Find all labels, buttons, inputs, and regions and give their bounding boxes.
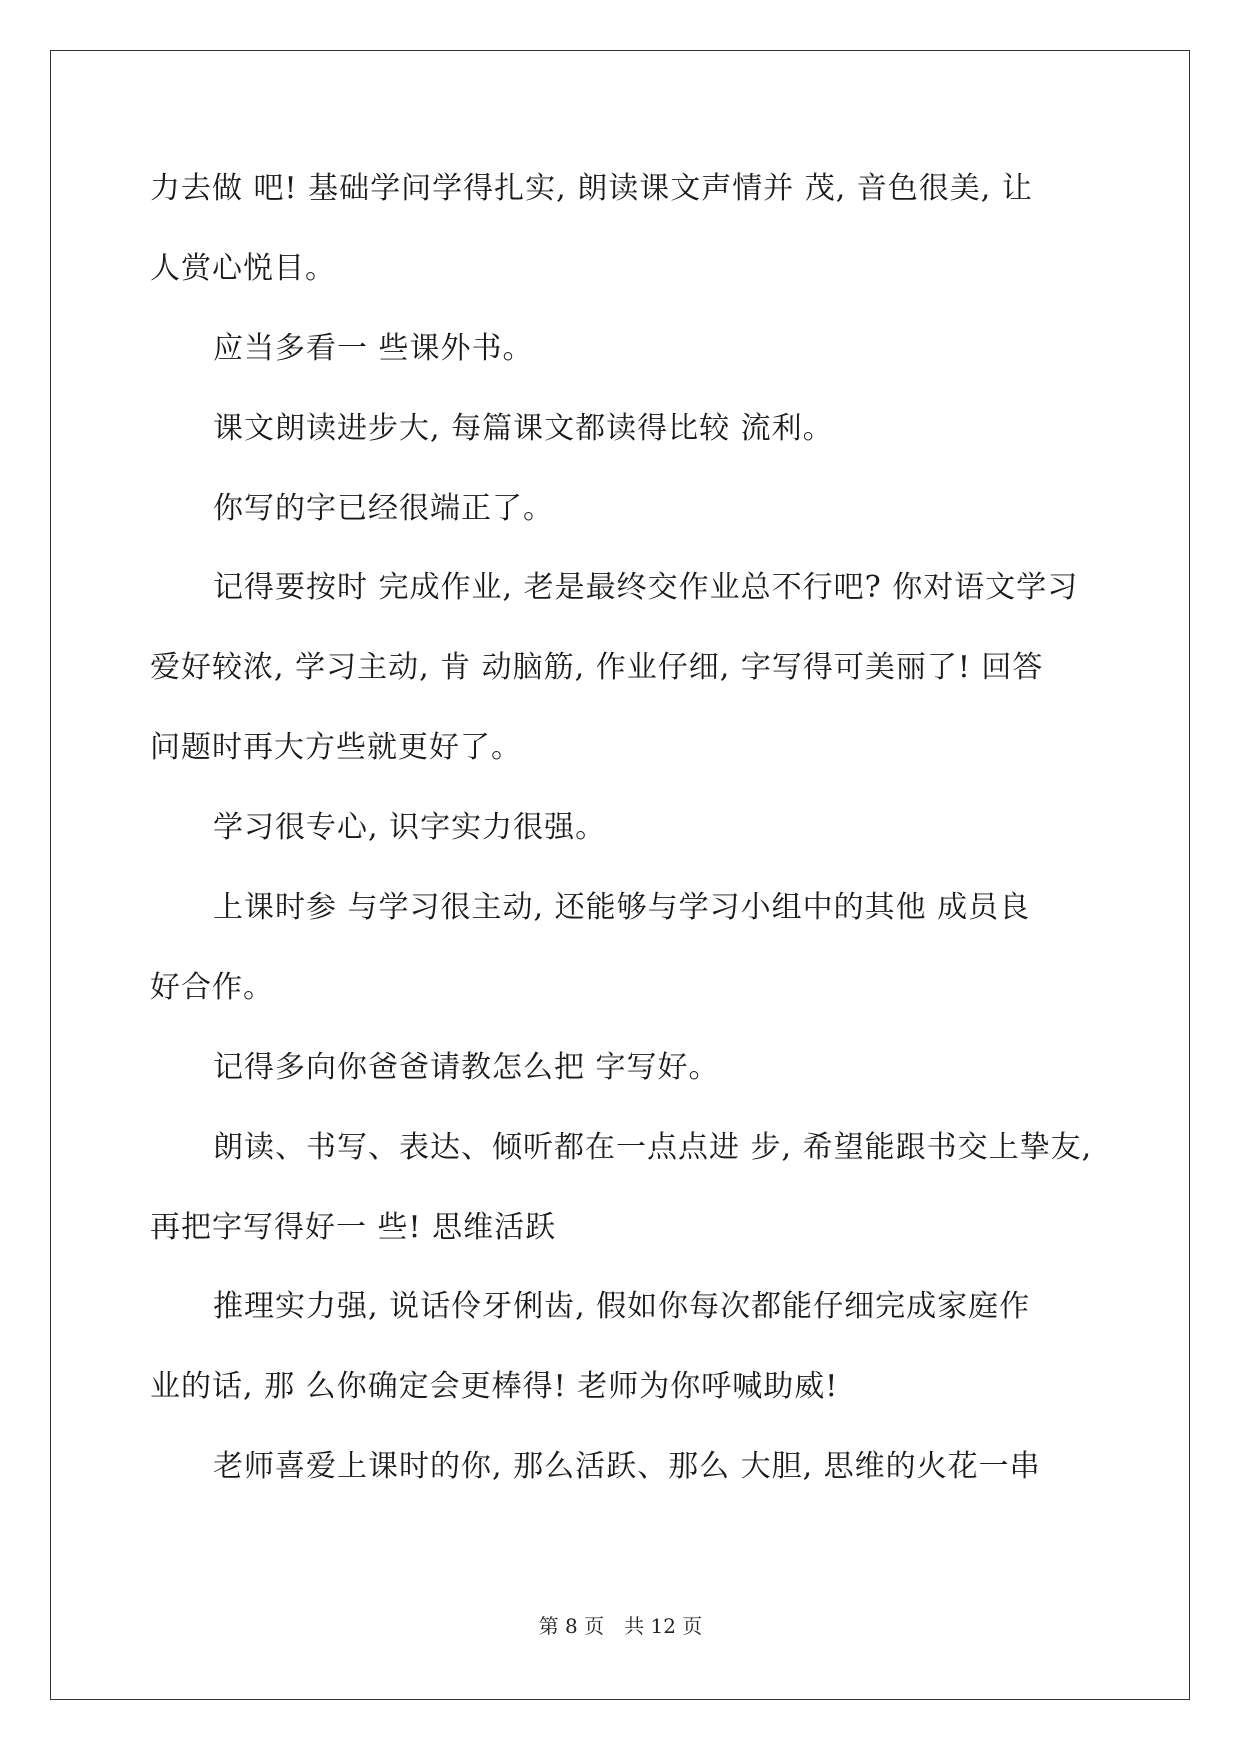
text-line: 人赏心悦目。: [150, 250, 336, 286]
paragraph-line: 记得多向你爸爸请教怎么把 字写好。: [213, 1049, 720, 1085]
text-line: 再把字写得好一 些! 思维活跃: [150, 1209, 557, 1245]
text-line: 业的话, 那 么你确定会更棒得! 老师为你呼喊助威!: [150, 1369, 839, 1405]
text-line: 好合作。: [150, 969, 274, 1005]
paragraph-line: 记得要按时 完成作业, 老是最终交作业总不行吧? 你对语文学习: [213, 570, 1079, 606]
text-line: 力去做 吧! 基础学问学得扎实, 朗读课文声情并 茂, 音色很美, 让: [150, 171, 1033, 206]
paragraph-line: 你写的字已经很端正了。: [213, 490, 554, 526]
document-body: [150, 160, 1093, 1518]
paragraph-line: 老师喜爱上课时的你, 那么活跃、那么 大胆, 思维的火花一串: [213, 1449, 1041, 1485]
paragraph-line: 应当多看一 些课外书。: [213, 330, 534, 366]
paragraph-line: 课文朗读进步大, 每篇课文都读得比较 流利。: [213, 410, 834, 446]
paragraph-line: 上课时参 与学习很主动, 还能够与学习小组中的其他 成员良: [213, 890, 1031, 926]
text-line: 爱好较浓, 学习主动, 肯 动脑筋, 作业仔细, 字写得可美丽了! 回答: [150, 650, 1044, 686]
paragraph-line: 推理实力强, 说话伶牙俐齿, 假如你每次都能仔细完成家庭作: [213, 1289, 1031, 1325]
page-number-footer: 第 8 页 共 12 页: [538, 1614, 703, 1638]
paragraph-line: 学习很专心, 识字实力很强。: [213, 810, 607, 846]
paragraph-line: 朗读、书写、表达、倾听都在一点点进 步, 希望能跟书交上挚友,: [213, 1129, 1093, 1165]
text-line: 问题时再大方些就更好了。: [150, 730, 522, 766]
